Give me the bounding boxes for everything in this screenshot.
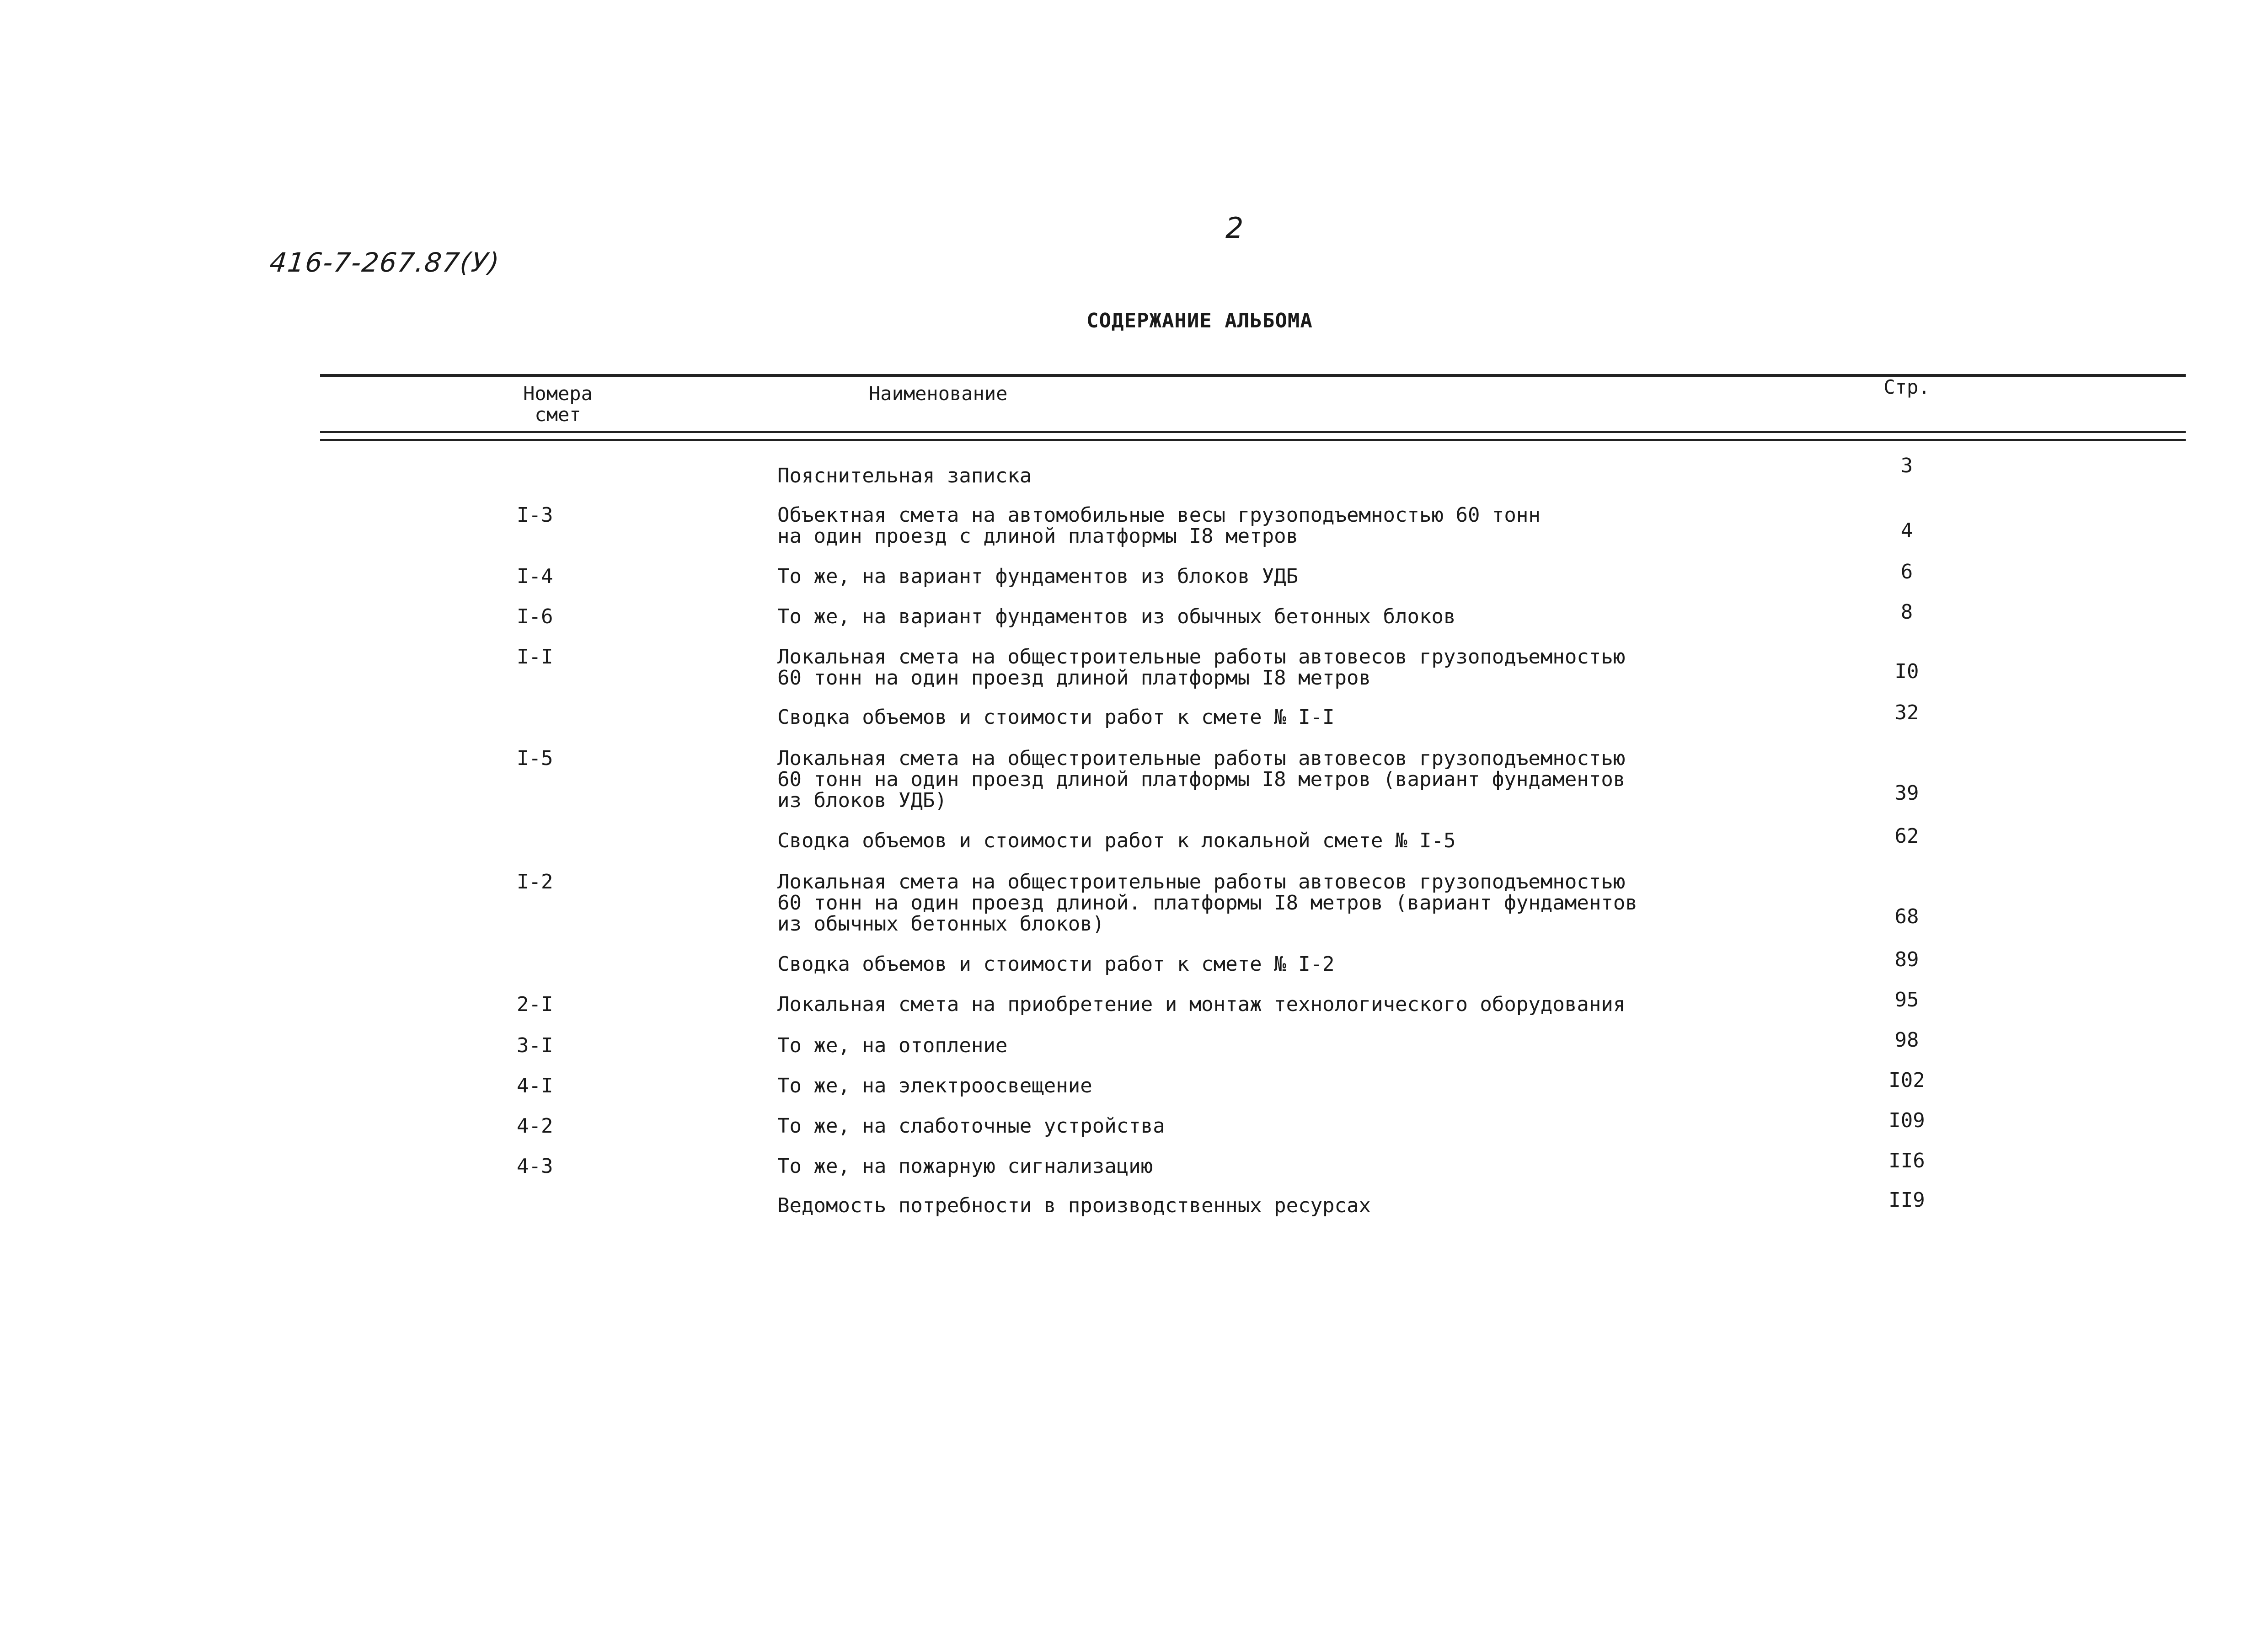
row-name: То же, на пожарную сигнализацию — [777, 1155, 1153, 1178]
table-header-rule-1 — [320, 431, 2186, 433]
row-number: I-6 — [517, 605, 553, 628]
row-number: I-3 — [517, 503, 553, 527]
row-name: Сводка объемов и стоимости работ к смете № I-2 — [777, 952, 1335, 976]
row-page: 6 — [1900, 560, 1913, 583]
row-page: 89 — [1894, 948, 1919, 971]
row-page: 68 — [1894, 905, 1919, 928]
row-page: 62 — [1894, 824, 1919, 848]
row-number: I-2 — [517, 870, 553, 893]
row-name: Объектная смета на автомобильные весы грузоподъемностью 60 тонн на один проезд с длиной платформы I8 метров — [777, 503, 1541, 548]
row-number: 4-3 — [517, 1155, 553, 1178]
row-name: Ведомость потребности в производственных ресурсах — [777, 1194, 1371, 1217]
row-name: То же, на слаботочные устройства — [777, 1114, 1165, 1138]
row-name: Локальная смета на общестроительные работы автовесов грузоподъемностью 60 тонн на один проезд длиной платформы I8 метров (вариант фундаментов из блоков УДБ) — [777, 747, 1626, 812]
row-page: II6 — [1888, 1149, 1925, 1172]
column-header-page: Стр. — [1883, 376, 1930, 398]
column-header-number: Номера смет — [523, 382, 593, 426]
row-page: 3 — [1900, 454, 1913, 477]
row-number: 2-I — [517, 993, 553, 1016]
row-name: Локальная смета на приобретение и монтаж технологического оборудования — [777, 993, 1626, 1016]
row-page: 95 — [1894, 988, 1919, 1011]
document-title: СОДЕРЖАНИЕ АЛЬБОМА — [1086, 309, 1313, 332]
row-name: То же, на электроосвещение — [777, 1074, 1092, 1097]
row-page: I0 — [1894, 660, 1919, 683]
row-page: 98 — [1894, 1028, 1919, 1052]
row-name: Локальная смета на общестроительные работы автовесов грузоподъемностью 60 тонн на один проезд длиной. платформы I8 метров (вариант фундаментов из обычных бетонных блоков) — [777, 870, 1637, 936]
row-page: 32 — [1894, 701, 1919, 724]
table-header-rule-2 — [320, 439, 2186, 441]
row-name: То же, на вариант фундаментов из блоков УДБ — [777, 565, 1299, 588]
row-name: Сводка объемов и стоимости работ к смете № I-I — [777, 706, 1335, 729]
row-number: 4-2 — [517, 1114, 553, 1138]
row-page: 8 — [1900, 600, 1913, 624]
row-name: То же, на отопление — [777, 1034, 1008, 1057]
document-code: 416-7-267.87(У) — [268, 247, 502, 278]
row-number: 3-I — [517, 1034, 553, 1057]
row-name: Сводка объемов и стоимости работ к локальной смете № I-5 — [777, 829, 1456, 852]
row-number: I-I — [517, 645, 553, 669]
row-page: 4 — [1900, 519, 1913, 542]
row-page: I02 — [1888, 1069, 1925, 1092]
row-name: Пояснительная записка — [777, 464, 1032, 487]
row-number: I-5 — [517, 747, 553, 770]
column-header-name: Наименование — [869, 382, 1008, 405]
row-page: I09 — [1888, 1109, 1925, 1132]
row-number: 4-I — [517, 1074, 553, 1097]
page-number: 2 — [1225, 211, 1244, 245]
row-page: II9 — [1888, 1188, 1925, 1212]
row-name: Локальная смета на общестроительные работы автовесов грузоподъемностью 60 тонн на один проезд длиной платформы I8 метров — [777, 645, 1626, 690]
row-name: То же, на вариант фундаментов из обычных бетонных блоков — [777, 605, 1456, 628]
row-page: 39 — [1894, 781, 1919, 805]
row-number: I-4 — [517, 565, 553, 588]
